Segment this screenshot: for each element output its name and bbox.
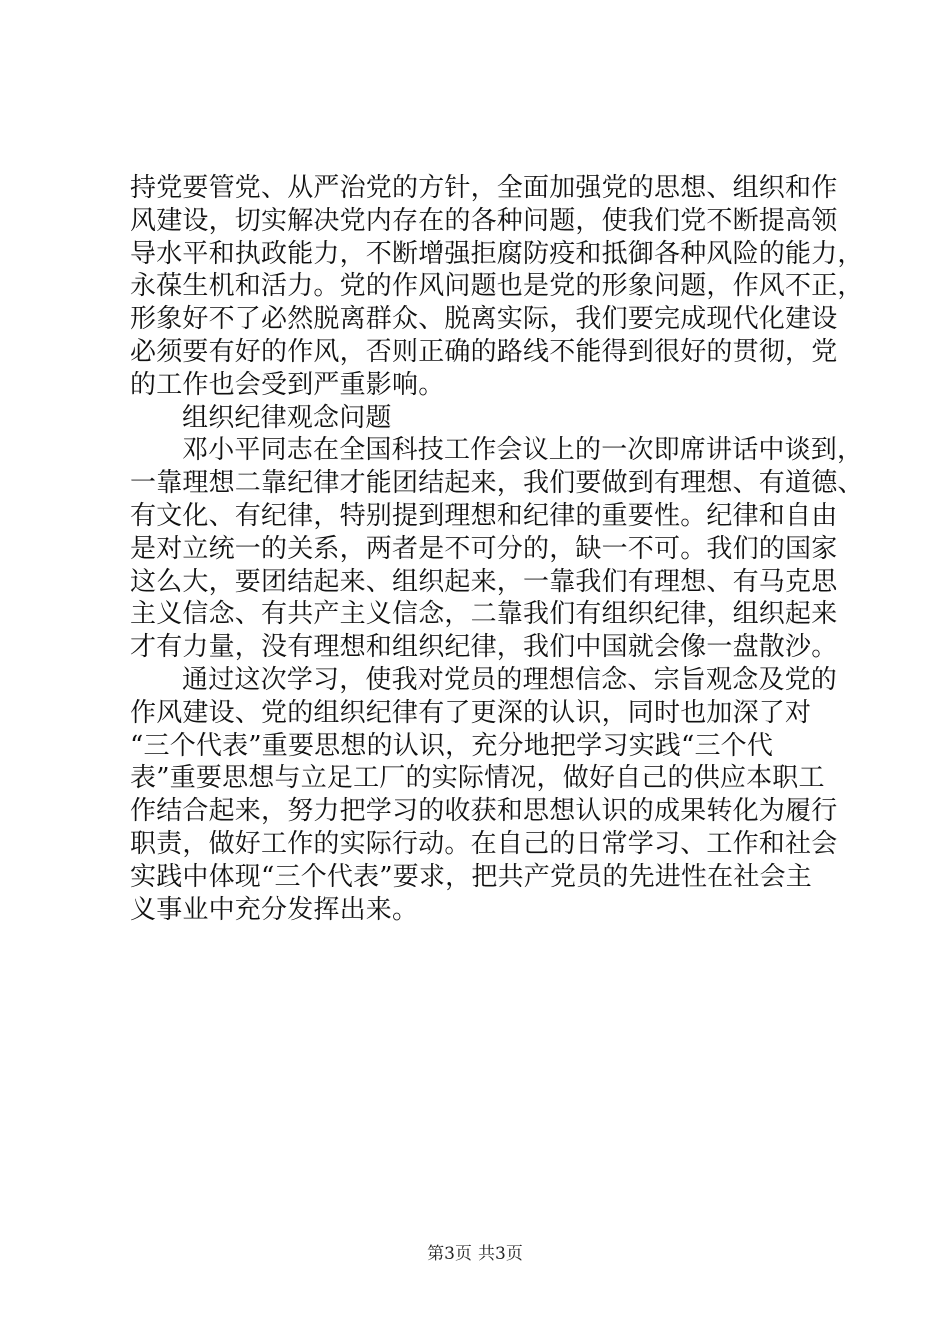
text-line: 职责，做好工作的实际行动。在自己的日常学习、工作和社会 <box>130 828 838 859</box>
text-line: 才有力量，没有理想和组织纪律，我们中国就会像一盘散沙。 <box>130 632 838 663</box>
text-line: 义事业中充分发挥出来。 <box>130 894 419 925</box>
section-heading: 组织纪律观念问题 <box>182 402 392 433</box>
text-line: 邓小平同志在全国科技工作会议上的一次即席讲话中谈到， <box>182 435 864 466</box>
document-body <box>130 172 864 926</box>
text-line: 风建设，切实解决党内存在的各种问题，使我们党不断提高领 <box>130 205 838 236</box>
text-line: 实践中体现“三个代表”要求，把共产党员的先进性在社会主 <box>130 861 812 892</box>
text-line: 导水平和执政能力，不断增强拒腐防疫和抵御各种风险的能力， <box>130 238 864 269</box>
text-line: 通过这次学习，使我对党员的理想信念、宗旨观念及党的 <box>182 664 838 695</box>
text-line: 作风建设、党的组织纪律有了更深的认识，同时也加深了对 <box>130 697 812 728</box>
text-line: “三个代表”重要思想的认识，充分地把学习实践“三个代 <box>130 730 774 761</box>
text-line: 一靠理想二靠纪律才能团结起来，我们要做到有理想、有道德、 <box>130 468 864 499</box>
text-line: 有文化、有纪律，特别提到理想和纪律的重要性。纪律和自由 <box>130 500 838 531</box>
text-line: 是对立统一的关系，两者是不可分的，缺一不可。我们的国家 <box>130 533 838 564</box>
text-line: 必须要有好的作风，否则正确的路线不能得到很好的贯彻，党 <box>130 336 838 367</box>
page-total: 共3页 <box>478 1244 523 1264</box>
text-line: 主义信念、有共产主义信念，二靠我们有组织纪律，组织起来 <box>130 599 838 630</box>
text-line: 作结合起来，努力把学习的收获和思想认识的成果转化为履行 <box>130 796 838 827</box>
text-line: 表”重要思想与立足工厂的实际情况，做好自己的供应本职工 <box>130 763 825 794</box>
text-line: 这么大，要团结起来、组织起来，一靠我们有理想、有马克思 <box>130 566 838 597</box>
page-number: 第3页 <box>427 1244 472 1264</box>
text-line: 的工作也会受到严重影响。 <box>130 369 445 400</box>
text-line: 形象好不了必然脱离群众、脱离实际，我们要完成现代化建设 <box>130 304 838 335</box>
text-line: 永葆生机和活力。党的作风问题也是党的形象问题，作风不正， <box>130 271 864 302</box>
page-footer <box>0 1243 950 1265</box>
text-line: 持党要管党、从严治党的方针，全面加强党的思想、组织和作 <box>130 173 838 203</box>
